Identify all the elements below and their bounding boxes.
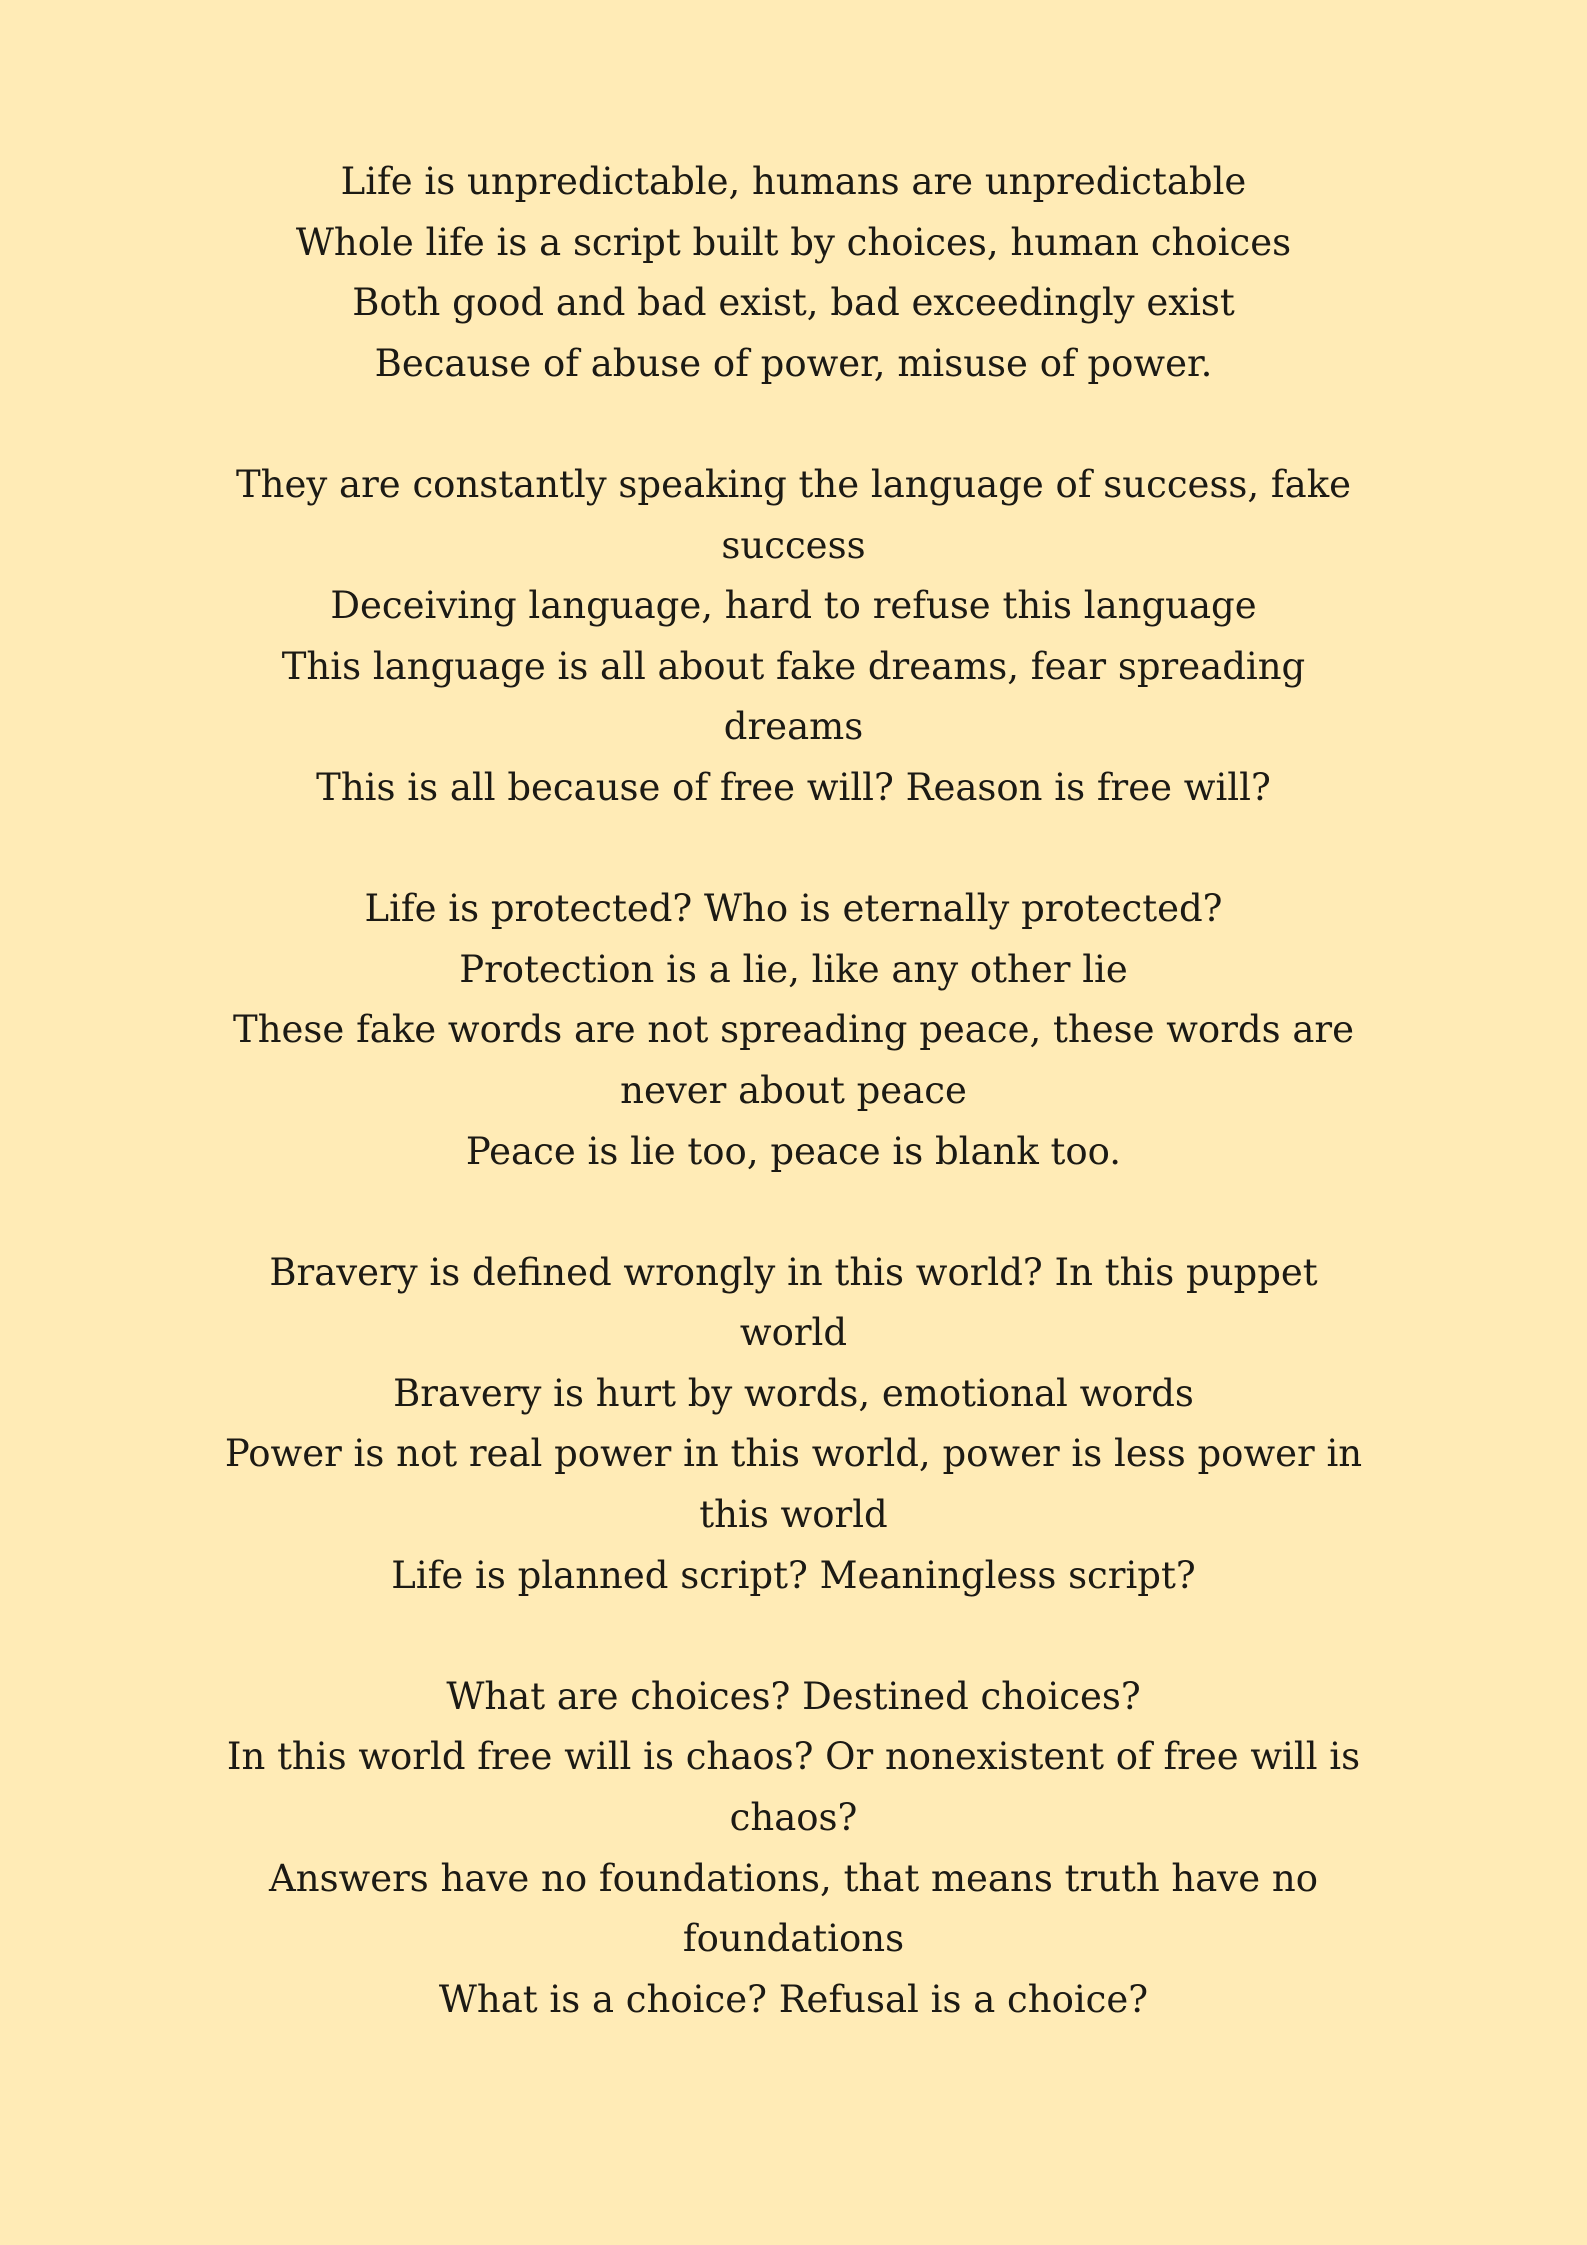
- poem-line: Life is planned script? Meaningless script?: [391, 1553, 1196, 1597]
- poem-line: This is all because of free will? Reason is free will?: [316, 765, 1271, 809]
- stanza-4: [215, 1243, 1372, 1607]
- poem-line: Whole life is a script built by choices, human choices: [295, 220, 1292, 264]
- poem-line: They are constantly speaking the language of success, fake success: [235, 462, 1352, 567]
- poem-line: Protection is a lie, like any other lie: [459, 947, 1128, 991]
- poem-line: These fake words are not spreading peace, these words are never about peace: [233, 1008, 1354, 1112]
- stanza-1: [215, 152, 1372, 394]
- poem-line: Both good and bad exist, bad exceedingly exist: [352, 281, 1235, 325]
- poem-line: Deceiving language, hard to refuse this language: [330, 584, 1257, 628]
- poem-line: Bravery is defined wrongly in this world? In this puppet world: [269, 1250, 1318, 1355]
- poem-line: What are choices? Destined choices?: [446, 1674, 1141, 1718]
- poem-line: What is a choice? Refusal is a choice?: [438, 1977, 1149, 2021]
- poem-line: Peace is lie too, peace is blank too.: [465, 1129, 1122, 1173]
- poem-line: Power is not real power in this world, power is less power in this world: [224, 1432, 1363, 1537]
- poem-line: In this world free will is chaos? Or nonexistent of free will is chaos?: [226, 1735, 1361, 1840]
- poem-line: Answers have no foundations, that means truth have no foundations: [269, 1856, 1318, 1961]
- stanza-3: [215, 879, 1372, 1182]
- poem-line: Because of abuse of power, misuse of power.: [374, 341, 1213, 385]
- poem-body: [215, 152, 1372, 2030]
- poem-line: Bravery is hurt by words, emotional words: [393, 1371, 1194, 1415]
- poem-line: Life is unpredictable, humans are unpredictable: [340, 160, 1247, 203]
- stanza-5: [215, 1667, 1372, 2031]
- poem-line: Life is protected? Who is eternally protected?: [364, 887, 1223, 931]
- stanza-2: [215, 455, 1372, 819]
- poem-line: This language is all about fake dreams, fear spreading dreams: [281, 644, 1306, 749]
